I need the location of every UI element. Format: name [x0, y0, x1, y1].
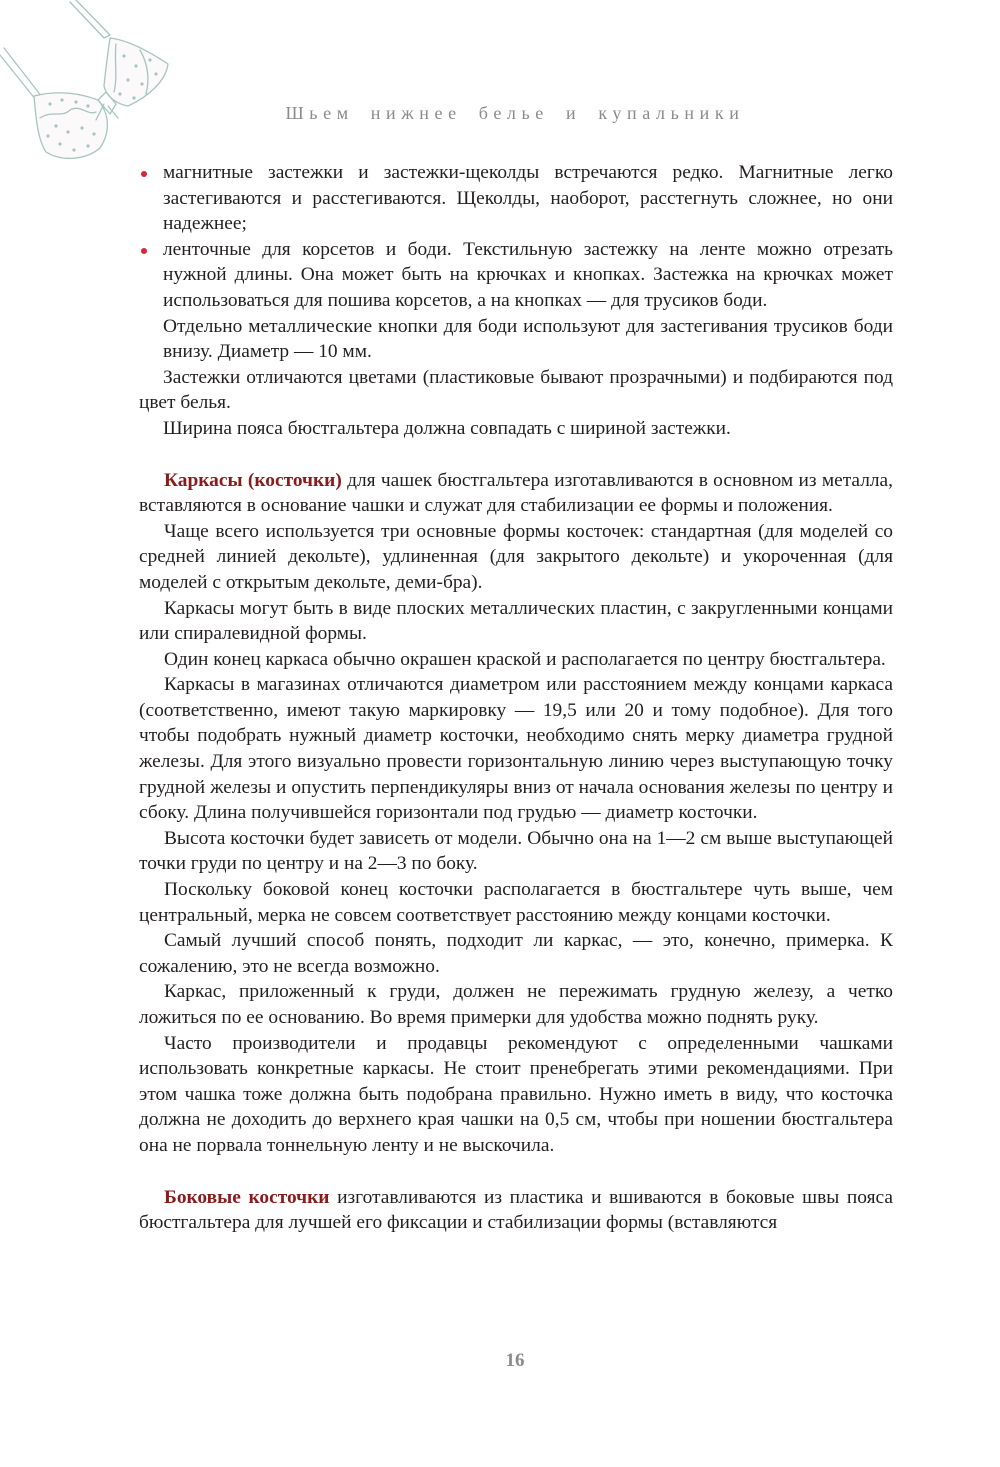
list-item-text: ленточные для корсетов и боди. Текстильную застежку на ленте можно отрезать нужной длины. Она может быть на крючках и кнопках. Застежка на крючках может использоваться для пошива корсетов, а на кнопках — для трусиков боди.: [163, 238, 893, 311]
page-body: [139, 160, 893, 1236]
lead-text: изготавливаются из пластика и вшиваются в боковые швы пояса бюстгальтера для лучшей его фиксации и стабилизации формы (вставляются: [139, 1186, 893, 1234]
paragraph: Застежки отличаются цветами (пластиковые бывают прозрачными) и подбираются под цвет белья.: [139, 366, 893, 414]
bullet-icon: [141, 171, 147, 177]
section-lead-paragraph: [139, 1185, 893, 1236]
section-spacer: [139, 442, 893, 468]
fastener-list: [139, 160, 893, 314]
bra-sketch-icon: [0, 0, 200, 170]
lead-text: для чашек бюстгальтера изготавливаются в основном из металла, вставляются в основание чашки и служат для стабилизации ее формы и положения.: [139, 469, 894, 517]
list-item: [139, 237, 893, 314]
section-spacer: [139, 1159, 893, 1185]
paragraph: Ширина пояса бюстгальтера должна совпадать с шириной застежки.: [163, 417, 731, 439]
paragraph: Один конец каркаса обычно окрашен краской и располагается по центру бюстгальтера.: [164, 648, 886, 670]
paragraph: Каркасы в магазинах отличаются диаметром или расстоянием между концами каркаса (соответственно, имеют такую маркировку — 19,5 или 20 и тому подобное). Для того чтобы подобрать нужный диаметр косточки, необходимо снять мерку диаметра грудной железы. Для этого визуально провести горизонтальную линию через выступающую точку грудной железы и опустить перпендикуляры вниз от начала основания железы по центру и сбоку. Длина получившейся горизонтали под грудью — диаметр косточки.: [139, 674, 893, 824]
page-number: 16: [505, 1350, 525, 1371]
paragraph: Поскольку боковой конец косточки располагается в бюстгальтере чуть выше, чем центральный, мерка не совсем соответствует расстоянию между концами косточки.: [139, 879, 893, 926]
section-lead-paragraph: [139, 468, 893, 519]
paragraph: Часто производители и продавцы рекомендуют с определенными чашками использовать конкретные каркасы. Не стоит пренебрегать этими рекомендациями. При этом чашка тоже должна быть подобрана правильно. Нужно иметь в виду, что косточка должна не доходить до верхнего края чашки на 0,5 см, чтобы при ношении бюстгальтера она не порвала тоннельную ленту и не выскочила.: [139, 1032, 893, 1156]
running-header: Шьем нижнее белье и купальники: [285, 103, 745, 123]
bullet-icon: [141, 248, 147, 254]
list-item-text: магнитные застежки и застежки-щеколды встречаются редко. Магнитные легко застегиваются и расстегиваются. Щеколды, наоборот, расстегнуть сложнее, но они надежнее;: [163, 162, 893, 235]
paragraph: Каркас, приложенный к груди, должен не пережимать грудную железу, а четко ложиться по ее основанию. Во время примерки для удобства можно поднять руку.: [139, 981, 893, 1028]
paragraph: Отдельно металлические кнопки для боди используют для застегивания трусиков боди внизу. Диаметр — 10 мм.: [163, 315, 893, 363]
paragraph: Чаще всего используется три основные формы косточек: стандартная (для моделей со средней линией декольте), удлиненная (для закрытого декольте) и укороченная (для моделей с открытым декольте, деми-бра).: [139, 520, 893, 593]
paragraph: Высота косточки будет зависеть от модели. Обычно она на 1—2 см выше выступающей точки груди по центру и на 2—3 по боку.: [139, 827, 893, 875]
term-underwires: Каркасы (косточки): [164, 469, 342, 491]
list-item: [139, 160, 893, 237]
paragraph: Самый лучший способ понять, подходит ли каркас, — это, конечно, примерка. К сожалению, это не всегда возможно.: [139, 930, 893, 977]
paragraph: Каркасы могут быть в виде плоских металлических пластин, с закругленными концами или спиралевидной формы.: [139, 597, 893, 645]
term-side-bones: Боковые косточки: [164, 1186, 330, 1208]
bra-sketch-illustration: [0, 0, 200, 170]
